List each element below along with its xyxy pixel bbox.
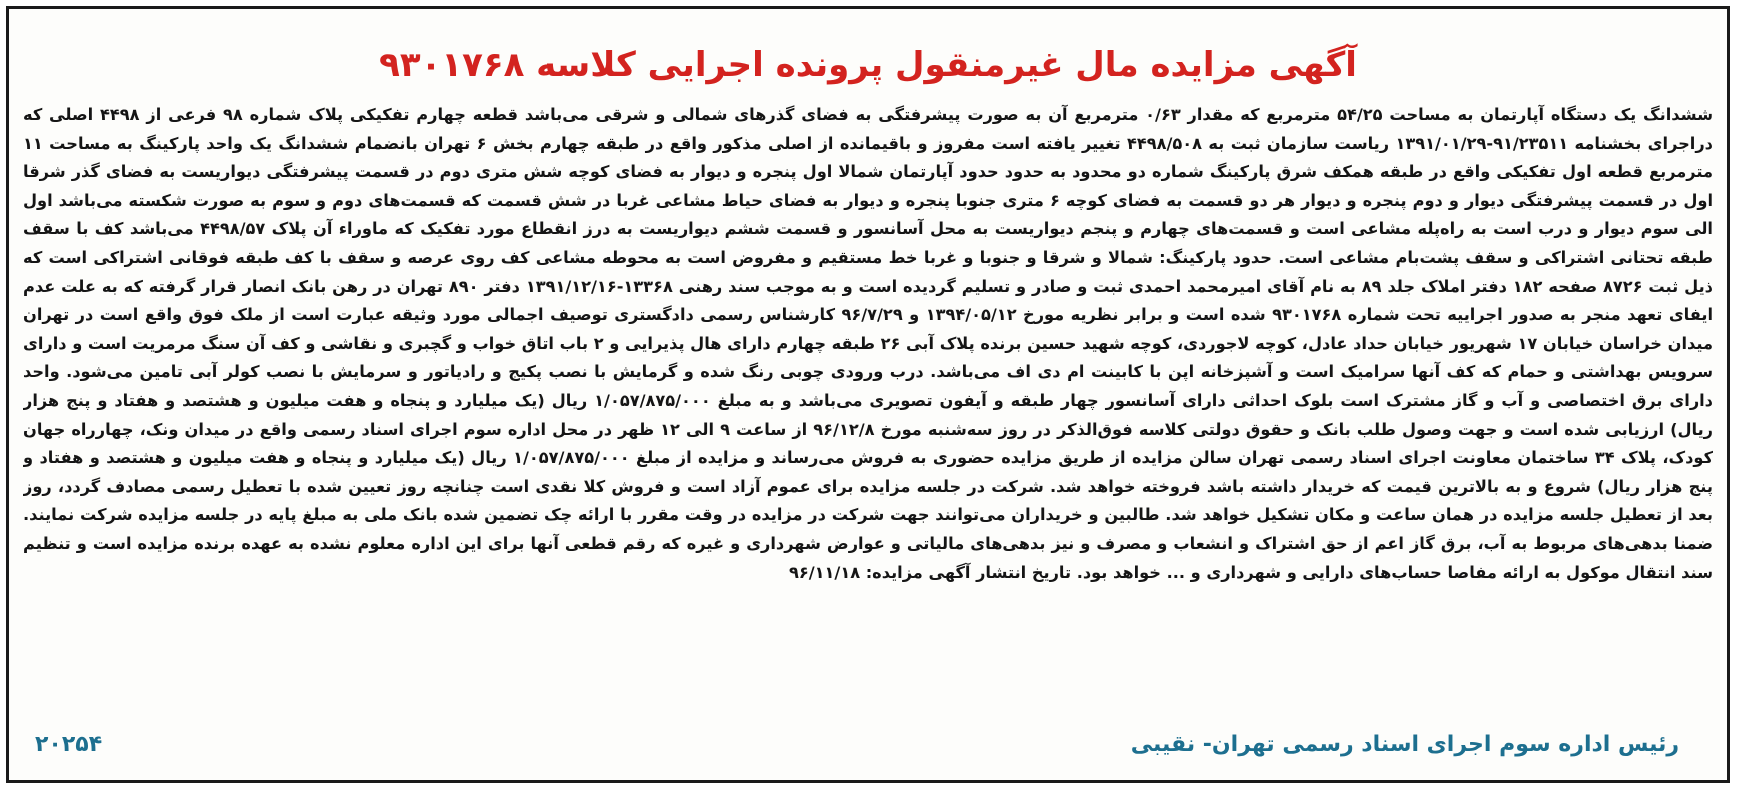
notice-frame	[6, 6, 1730, 783]
notice-body	[23, 101, 1713, 731]
notice-paragraph: ششدانگ یک دستگاه آپارتمان به مساحت ۵۴/۲۵ مترمربع که مقدار ۰/۶۳ مترمربع آن به صورت پیشرفتگی به فضای گذرهای شمالی و شرقی می‌باشد قطعه چهارم تفکیکی پلاک شماره ۹۸ فرعی از ۴۴۹۸ اصلی که دراجرای بخشنامه ۹۱/۲۳۵۱۱-۱۳۹۱/۰۱/۲۹ ریاست سازمان ثبت به ۴۴۹۸/۵۰۸ تغییر یافته است مفروز و باقیمانده از اصلی مذکور واقع در طبقه چهارم بخش ۶ تهران بانضمام ششدانگ یک واحد پارکینگ به مساحت ۱۱ مترمربع قطعه اول تفکیکی واقع در طبقه همکف شرق پارکینگ شماره دو محدود به حدود حدود آپارتمان شمالا اول پنجره و دیوار به فضای کوچه شش متری دوم در قسمت پیشرفتگی دیواریست به فضای گذر شرقا اول در قسمت پیشرفتگی دیوار و دوم پنجره و دیوار هر دو قسمت به فضای کوچه ۶ متری جنوبا پنجره و دیوار به فضای حیاط مشاعی غربا در شش قسمت که قسمت‌های دوم و سوم به صورت شکسته می‌باشد اول الی سوم دیوار و درب است به راه‌پله مشاعی است و قسمت‌های چهارم و پنجم دیواریست به محل آسانسور و قسمت ششم دیواریست به درز انقطاع مورد تفکیک که ماوراء آن پلاک ۴۴۹۸/۵۷ می‌باشد کف با سقف طبقه تحتانی اشتراکی و سقف پشت‌بام مشاعی است. حدود پارکینگ: شمالا و شرقا و جنوبا و غربا خط مستقیم و مفروض است به محوطه مشاعی کف روی عرصه و سقف با کف طبقه فوقانی اشتراکی است که ذیل ثبت ۸۷۲۶ صفحه ۱۸۲ دفتر املاک جلد ۸۹ به نام آقای امیرمحمد احمدی ثبت و صادر و تسلیم گردیده است و به موجب سند رهنی ۱۳۳۶۸-۱۳۹۱/۱۲/۱۶ دفتر ۸۹۰ تهران در رهن بانک انصار قرار گرفته که به علت عدم ایفای تعهد منجر به صدور اجراییه تحت شماره ۹۳۰۱۷۶۸ شده است و برابر نظریه مورخ ۱۳۹۴/۰۵/۱۲ و ۹۶/۷/۲۹ کارشناس رسمی دادگستری توصیف اجمالی مورد وثیقه عبارت است از ملک فوق واقع است در تهران میدان خراسان خیابان ۱۷ شهریور خیابان حداد عادل، کوچه لاجوردی، کوچه شهید حسین برنده پلاک آبی ۲۶ طبقه چهارم دارای هال پذیرایی و ۲ باب اتاق خواب و گچبری و نقاشی و کف آن سنگ مرمریت است و دارای سرویس بهداشتی و حمام که کف آنها سرامیک است و آشپزخانه اپن با کابینت ام دی اف می‌باشد. درب ورودی چوبی رنگ شده و گرمایش با نصب پکیج و رادیاتور و سرمایش با نصب کولر آبی تامین می‌شود. واحد دارای برق اختصاصی و آب و گاز مشترک است بلوک احداثی دارای آسانسور چهار طبقه و آیفون تصویری می‌باشد و به مبلغ ۱/۰۵۷/۸۷۵/۰۰۰ ریال (یک میلیارد و پنجاه و هفت میلیون و هشتصد و هفتاد و پنج هزار ریال) ارزیابی شده است و جهت وصول طلب بانک و حقوق دولتی کلاسه فوق‌الذکر در روز سه‌شنبه مورخ ۹۶/۱۲/۸ از ساعت ۹ الی ۱۲ ظهر در محل اداره سوم اجرای اسناد رسمی واقع در میدان ونک، چهارراه جهان کودک، پلاک ۳۴ ساختمان معاونت اجرای اسناد رسمی تهران سالن مزایده از طریق مزایده حضوری به فروش می‌رساند و مزایده از مبلغ ۱/۰۵۷/۸۷۵/۰۰۰ ریال (یک میلیارد و پنجاه و هفت میلیون و هشتصد و هفتاد و پنج هزار ریال) شروع و به بالاترین قیمت که خریدار داشته باشد فروخته خواهد شد. شرکت در جلسه مزایده برای عموم آزاد است و فروش کلا نقدی است چنانچه روز تعیین شده با تعطیل رسمی مصادف گردد، روز بعد از تعطیل جلسه مزایده در همان ساعت و مکان تشکیل خواهد شد. طالبین و خریداران می‌توانند جهت شرکت در مزایده در وقت مقرر با ارائه چک تضمین شده بانک ملی به مبلغ پایه در جلسه مزایده شرکت نمایند. ضمنا بدهی‌های مربوط به آب، برق گاز اعم از حق اشتراک و انشعاب و مصرف و نیز بدهی‌های مالیاتی و عوارض شهرداری و غیره که رقم قطعی آنها برای این اداره معلوم نشده به عهده برنده مزایده است و تنظیم سند انتقال موکول به ارائه مفاصا حساب‌های دارایی و شهرداری و ... خواهد بود. تاریخ انتشار آگهی مزایده: ۹۶/۱۱/۱۸	[23, 105, 1713, 582]
signature-line: رئیس اداره سوم اجرای اسناد رسمی تهران- نقیبی	[1130, 732, 1679, 757]
notice-title: آگهی مزایده مال غیرمنقول پرونده اجرایی کلاسه ۹۳۰۱۷۶۸	[379, 45, 1357, 85]
notice-code: ۲۰۲۵۴	[35, 732, 103, 757]
